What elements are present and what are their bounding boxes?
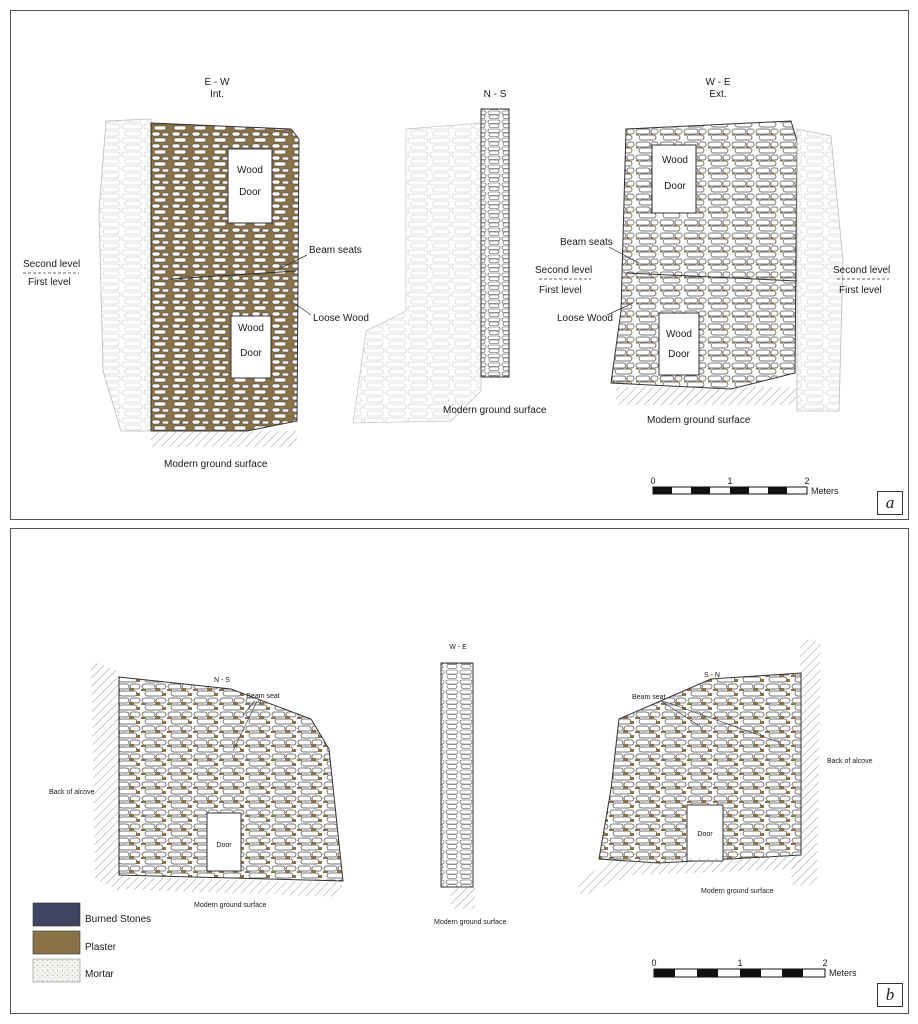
faint-side-wall bbox=[353, 123, 481, 423]
door-label-b-left: Door bbox=[216, 842, 232, 849]
ground-label-b-left: Modern ground surface bbox=[194, 902, 267, 909]
view-b-right-title: S - N bbox=[704, 672, 720, 679]
view-b-middle-title: W - E bbox=[449, 644, 467, 651]
scale-bar-b bbox=[651, 958, 857, 978]
ground-hatch-left bbox=[151, 431, 297, 447]
view-a-middle-title: N - S bbox=[483, 89, 507, 100]
upper-door-opening bbox=[228, 149, 272, 223]
view-b-left-title: N - S bbox=[214, 677, 230, 684]
legend-label-plaster: Plaster bbox=[85, 942, 117, 953]
scale-b-tick-2: 2 bbox=[822, 958, 828, 968]
ground-label-b-middle: Modern ground surface bbox=[434, 919, 507, 926]
second-level-label-left: Second level bbox=[23, 259, 81, 270]
legend-label-mortar: Mortar bbox=[85, 969, 114, 980]
ground-label-middle: Modern ground surface bbox=[443, 405, 547, 416]
ground-label-left: Modern ground surface bbox=[164, 459, 268, 470]
scale-b-unit: Meters bbox=[829, 968, 857, 978]
elevation-e-w bbox=[99, 119, 299, 447]
w-e-section-column bbox=[441, 663, 473, 887]
door-label-b-right: Door bbox=[697, 831, 713, 838]
legend-label-burned-stones: Burned Stones bbox=[85, 914, 152, 925]
loose-wood-label-left: Loose Wood bbox=[313, 313, 369, 324]
view-a-right-subtitle: Ext. bbox=[709, 89, 727, 100]
ground-hatch-b-middle bbox=[451, 887, 475, 909]
scale-b-tick-1: 1 bbox=[737, 958, 743, 968]
upper-wood-label-ext: Wood bbox=[662, 155, 688, 166]
beam-seat-label-right: Beam seat bbox=[632, 694, 666, 701]
scale-a-tick-0: 0 bbox=[650, 476, 656, 486]
panel-a-tag: a bbox=[877, 491, 903, 515]
legend-swatch-burned-stones bbox=[33, 903, 80, 926]
upper-wood-label: Wood bbox=[237, 165, 263, 176]
first-level-label-left: First level bbox=[28, 277, 71, 288]
plastered-wall-face bbox=[151, 123, 299, 431]
lower-door-label: Door bbox=[240, 348, 262, 359]
lower-door-label-ext: Door bbox=[668, 349, 690, 360]
lower-wood-label-ext: Wood bbox=[666, 329, 692, 340]
panel-a bbox=[10, 10, 909, 520]
scale-b-tick-0: 0 bbox=[651, 958, 657, 968]
alcove-elevation-n-s bbox=[91, 661, 343, 897]
view-a-left-subtitle: Int. bbox=[210, 89, 224, 100]
first-level-label-mid: First level bbox=[539, 285, 582, 296]
legend-swatch-mortar bbox=[33, 959, 80, 982]
ground-label-b-right: Modern ground surface bbox=[701, 888, 774, 895]
panel-b bbox=[10, 528, 909, 1014]
beam-seats-label-right: Beam seats bbox=[560, 237, 613, 248]
view-a-left-title: E - W bbox=[204, 77, 230, 88]
upper-door-label-ext: Door bbox=[664, 181, 686, 192]
beam-seat-label-left: Beam seat bbox=[246, 693, 280, 700]
second-level-label-right: Second level bbox=[833, 265, 891, 276]
view-a-right-title: W - E bbox=[705, 77, 731, 88]
section-n-s bbox=[353, 109, 509, 423]
panel-b-tag: b bbox=[877, 983, 903, 1007]
ground-label-right: Modern ground surface bbox=[647, 415, 751, 426]
scale-bar-a bbox=[650, 476, 839, 496]
elevation-w-e bbox=[611, 121, 843, 411]
lower-wood-label: Wood bbox=[238, 323, 264, 334]
loose-wood-label-right: Loose Wood bbox=[557, 313, 613, 324]
faint-adjacent-wall bbox=[99, 119, 151, 431]
scale-a-tick-2: 2 bbox=[804, 476, 810, 486]
back-of-alcove-label-right: Back of alcove bbox=[827, 758, 873, 765]
beam-seats-label-left: Beam seats bbox=[309, 245, 362, 256]
wall-section-column bbox=[481, 109, 509, 377]
scale-a-tick-1: 1 bbox=[727, 476, 733, 486]
panel-b-drawing bbox=[11, 529, 908, 1013]
panel-a-drawing bbox=[11, 11, 908, 519]
alcove-elevation-s-n bbox=[577, 639, 821, 897]
scale-a-unit: Meters bbox=[811, 486, 839, 496]
upper-door-label: Door bbox=[239, 187, 261, 198]
alcove-hatch-left bbox=[91, 661, 123, 891]
ground-hatch-right bbox=[616, 387, 796, 405]
legend-swatch-plaster bbox=[33, 931, 80, 954]
back-of-alcove-label-left: Back of alcove bbox=[49, 789, 95, 796]
exterior-wall-face bbox=[611, 121, 797, 389]
second-level-label-mid: Second level bbox=[535, 265, 593, 276]
first-level-label-right: First level bbox=[839, 285, 882, 296]
legend bbox=[33, 903, 151, 982]
lower-door-opening-ext bbox=[659, 313, 699, 375]
